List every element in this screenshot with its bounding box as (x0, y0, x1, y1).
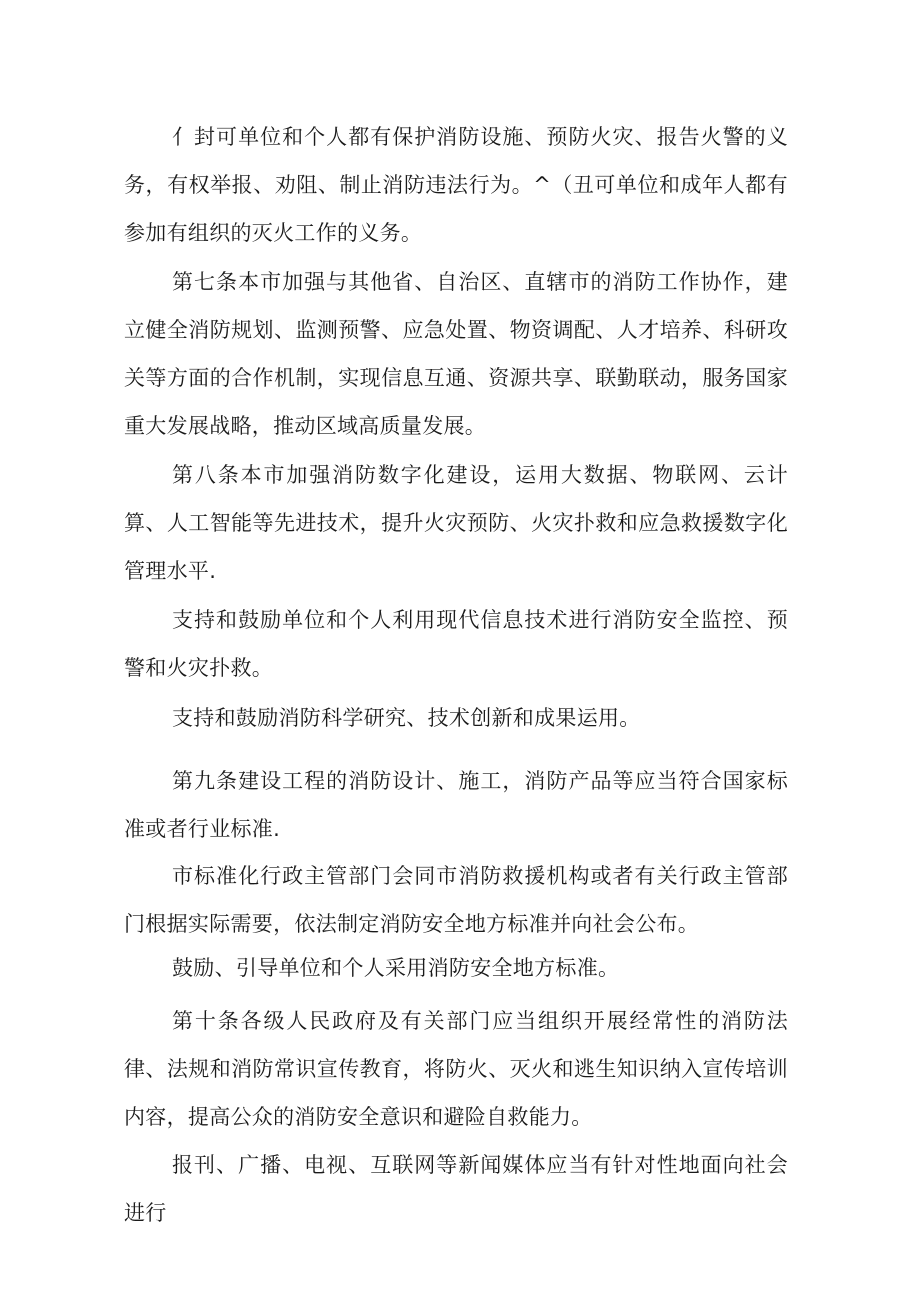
paragraph-adopt-standards: 鼓励、引导单位和个人采用消防安全地方标准。 (172, 956, 620, 980)
paragraph-obligations: 亻封可单位和个人都有保护消防设施、预防火灾、报告火警的义务，有权举报、劝阻、制止消防违法行为。^（丑可单位和成年人都有参加有组织的灭火工作的义务。 (124, 125, 788, 245)
paragraph-support-monitoring: 支持和鼓励单位和个人利用现代信息技术进行消防安全监控、预警和火灾扑救。 (124, 608, 788, 680)
paragraph-article-10: 第十条各级人民政府及有关部门应当组织开展经常性的消防法律、法规和消防常识宣传教育，将防火、灭火和逃生知识纳入宣传培训内容，提高公众的消防安全意识和避险自救能力。 (124, 1009, 788, 1129)
paragraph-article-7: 第七条本市加强与其他省、自治区、直辖市的消防工作协作，建立健全消防规划、监测预警、应急处置、物资调配、人才培养、科研攻关等方面的合作机制，实现信息互通、资源共享、联勤联动，服务国家重大发展战略，推动区域高质量发展。 (124, 270, 788, 438)
paragraph-article-9: 第九条建设工程的消防设计、施工，消防产品等应当符合国家标准或者行业标准. (124, 769, 788, 841)
paragraph-media: 报刊、广播、电视、互联网等新闻媒体应当有针对性地面向社会进行 (124, 1153, 788, 1225)
paragraph-local-standards: 市标准化行政主管部门会同市消防救援机构或者有关行政主管部门根据实际需要，依法制定消防安全地方标准并向社会公布。 (124, 864, 788, 936)
paragraph-article-8: 第八条本市加强消防数字化建设，运用大数据、物联网、云计算、人工智能等先进技术，提升火灾预防、火灾扑救和应急救援数字化管理水平. (124, 463, 788, 583)
paragraph-support-research: 支持和鼓励消防科学研究、技术创新和成果运用。 (172, 706, 641, 730)
